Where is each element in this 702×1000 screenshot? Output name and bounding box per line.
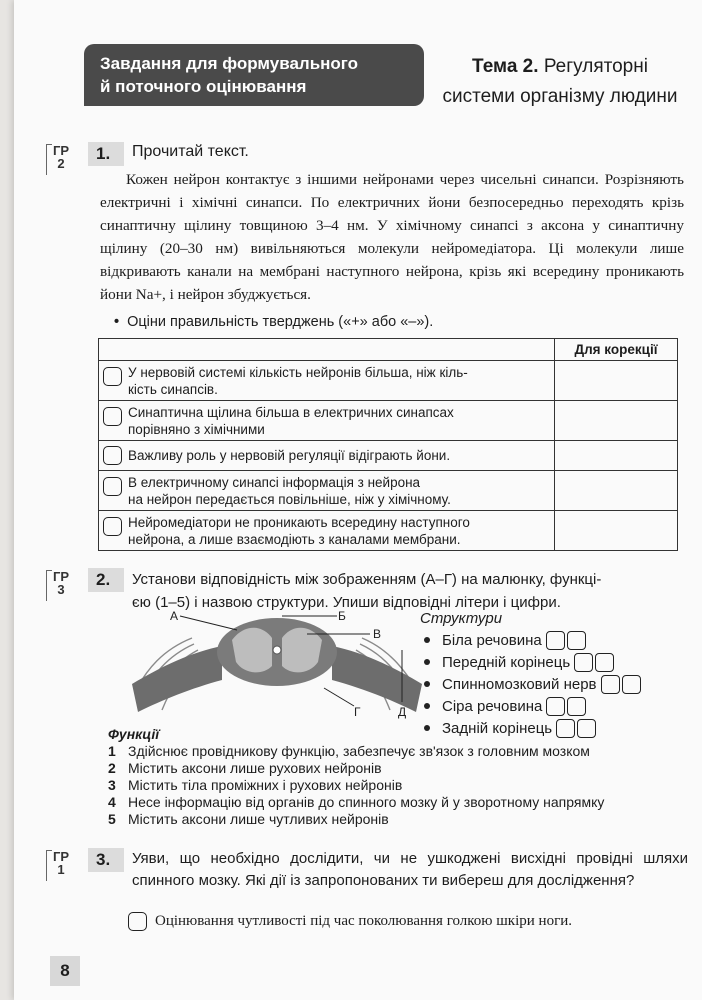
correction-cell[interactable] [555,401,678,441]
task2-question-line2: єю (1–5) і назвою структури. Упиши відповідні літери і цифри. [132,594,561,611]
topic-title-part2: системи організму людини [442,86,678,107]
structures-title: Структури [420,610,503,627]
statement-row [99,471,555,511]
label-g: Г [354,705,361,719]
correction-cell[interactable] [555,471,678,511]
structure-label: Сіра речовина [442,697,543,715]
option-text: Оцінювання чутливості під час поколювання голкою шкіри ноги. [155,913,572,929]
task2-question [132,568,692,614]
page-number: 8 [50,956,80,986]
function-number: 1 [108,743,116,759]
task1-text: Кожен нейрон контактує з іншими нейронами через чисельні синапси. Розрізняють електричні і хімічні синапси. По електричних йони безпосередньо переходять крізь синаптичну щілину товщиною 3–4 нм. У хімічному синапсі з аксона у синаптичну щілину (20–30 нм) вивільняються молекули нейромедіатора. Ці молекули лише відкривають канали на мембрані наступного нейрона, крізь які всередину проникають йони Na+, і нейрон збуджується. [100,171,684,303]
structure-item [420,695,641,717]
group-number: 3 [57,582,65,597]
statement-header-empty [99,339,555,361]
function-number: 3 [108,777,116,793]
statement-row [99,401,555,441]
label-v: В [373,627,382,641]
answer-box[interactable] [546,697,565,716]
nerve-left [132,646,222,712]
answer-checkbox[interactable] [103,517,122,536]
function-text: Здійснює провідникову функцію, забезпечує зв'язок з головним мозком [128,743,590,759]
group-label: ГР [52,569,70,584]
statement-text: Нейромедіатори не проникають всередину наступного [128,514,470,530]
nerve-right [332,646,422,712]
functions-list [108,726,604,828]
group-marker-1 [50,144,72,170]
topic-number: Тема 2. [472,56,539,77]
group-number: 1 [57,862,65,877]
structure-label: Задній корінець [442,719,553,737]
answer-box[interactable] [546,631,565,650]
function-text: Містить аксони лише рухових нейронів [128,760,382,776]
correction-cell[interactable] [555,511,678,551]
label-d: Д [398,705,407,719]
function-text: Несе інформацію від органів до спинного мозку й у зворотному напрямку [128,794,605,810]
statements-table [98,338,678,551]
bullet-icon [424,681,430,687]
task1-bullet-text: Оціни правильність тверджень («+» або «–»). [127,314,434,330]
answer-checkbox[interactable] [103,407,122,426]
task3-question: Уяви, що необхідно дослідити, чи не ушкоджені висхідні провідні шляхи спинного мозку. Які дії із запропонованих ти вибереш для дослідження? [132,850,688,889]
correction-cell[interactable] [555,361,678,401]
function-item [108,777,604,794]
bullet-icon [424,637,430,643]
statement-text: В електричному синапсі інформація з нейрона [128,474,421,490]
answer-box[interactable] [595,653,614,672]
task-number-1: 1. [88,142,124,166]
task2-question-line1: Установи відповідність між зображенням (А–Г) на малюнку, функці- [132,571,602,588]
structure-item [420,673,641,695]
label-b: Б [338,610,346,623]
function-number: 5 [108,811,116,827]
correction-header: Для корекції [555,339,678,361]
bullet-icon [424,659,430,665]
statement-text: на нейрон передається повільніше, ніж у хімічному. [128,491,451,507]
task3-option [128,912,572,931]
function-text: Містить аксони лише чутливих нейронів [128,811,389,827]
central-canal [273,646,281,654]
topic-title-part1: Регуляторні [543,56,648,77]
spinal-cord-figure [132,610,422,720]
statement-row [99,441,555,471]
statement-text: кість синапсів. [128,381,218,397]
workbook-page [14,0,702,1000]
function-number: 2 [108,760,116,776]
group-label: ГР [52,849,70,864]
group-label: ГР [52,143,70,158]
banner-line-2: й поточного оцінювання [100,77,307,96]
answer-box[interactable] [567,631,586,650]
task1-bullet: • Оціни правильність тверджень («+» або «–»). [114,314,434,330]
structure-label: Біла речовина [442,631,542,649]
answer-box[interactable] [567,697,586,716]
functions-title: Функції [108,726,160,742]
task-number-2: 2. [88,568,124,592]
structure-item [420,651,641,673]
structure-label: Передній корінець [442,653,571,671]
statement-text: Важливу роль у нервовій регуляції відіграють йони. [128,447,451,463]
statement-text: Синаптична щілина більша в електричних синапсах [128,404,454,420]
group-marker-3 [50,850,72,876]
function-item [108,743,604,760]
group-number: 2 [57,156,65,171]
function-item [108,811,604,828]
correction-cell[interactable] [555,441,678,471]
structure-item [420,629,641,651]
task1-instruction: Прочитай текст. [132,143,249,160]
topic-title [422,52,698,112]
answer-checkbox[interactable] [103,446,122,465]
structures-list [420,610,641,739]
statement-text: У нервовій системі кількість нейронів більша, ніж кіль- [128,364,468,380]
group-marker-2 [50,570,72,596]
answer-box[interactable] [622,675,641,694]
function-item [108,760,604,777]
statement-text: порівняно з хімічними [128,421,265,437]
statement-row [99,361,555,401]
pointer-a [180,616,237,630]
statement-row [99,511,555,551]
function-number: 4 [108,794,116,810]
answer-box[interactable] [574,653,593,672]
statement-text: нейрона, а лише взаємодіють з каналами мембрани. [128,531,461,547]
answer-box[interactable] [601,675,620,694]
pointer-g [324,688,354,706]
bullet-icon [424,703,430,709]
banner-line-1: Завдання для формувального [100,54,359,73]
label-a: А [170,610,179,623]
function-text: Містить тіла проміжних і рухових нейронів [128,777,403,793]
option-checkbox[interactable] [128,912,147,931]
function-item [108,794,604,811]
answer-checkbox[interactable] [103,477,122,496]
section-banner [84,44,424,106]
task-number-3: 3. [88,848,124,872]
answer-checkbox[interactable] [103,367,122,386]
structure-label: Спинномозковий нерв [442,675,597,693]
